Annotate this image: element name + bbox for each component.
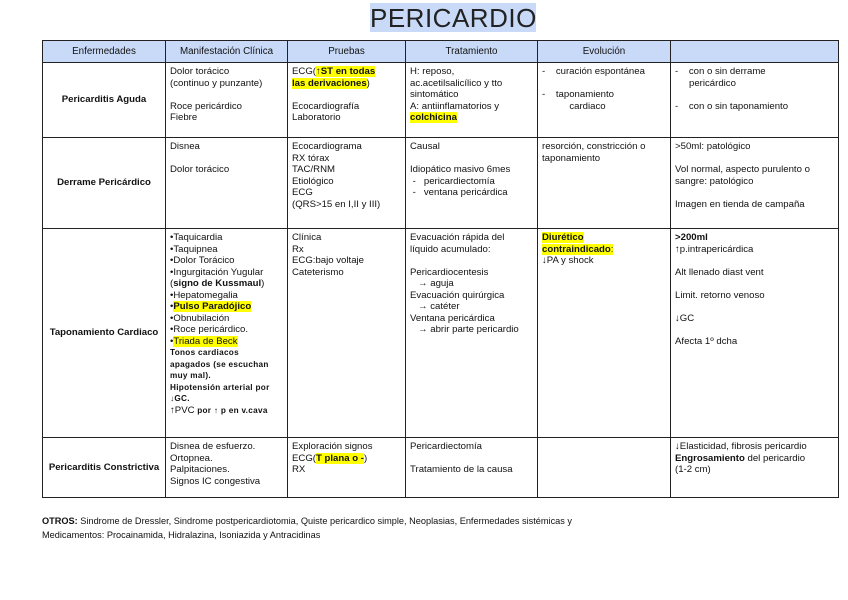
cell-line bbox=[675, 66, 834, 78]
text-segment: ECG( bbox=[292, 452, 316, 464]
text-segment: signo de Kussmaul bbox=[173, 278, 262, 289]
cell-line bbox=[170, 141, 283, 153]
footer-line1: Sindrome de Dressler, Sindrome postpericardiotomia, Quiste pericardico simple, Neoplasias, Enfermedades sistémicas y bbox=[77, 516, 573, 526]
table-row bbox=[43, 138, 839, 229]
text-segment: muy mal). bbox=[170, 371, 211, 380]
table-row bbox=[43, 438, 839, 498]
header-tratamiento: Tratamiento bbox=[406, 41, 538, 63]
text-segment: ) bbox=[261, 278, 265, 289]
cell-tratamiento bbox=[406, 438, 538, 498]
cell-line bbox=[170, 101, 283, 113]
cell-line bbox=[675, 464, 834, 476]
cell-tratamiento bbox=[406, 63, 538, 138]
cell-line bbox=[675, 336, 834, 348]
text-segment: A: antiinflamatorios y bbox=[410, 100, 500, 112]
cell-line bbox=[410, 244, 533, 256]
text-segment: ↓PA y shock bbox=[542, 255, 594, 266]
cell-pruebas bbox=[288, 63, 406, 138]
text-segment: Tonos cardiacos bbox=[170, 348, 239, 357]
text-segment: •Dolor Torácico bbox=[170, 255, 235, 266]
text-segment: pericárdico bbox=[689, 77, 736, 89]
text-segment: Disnea de esfuerzo. bbox=[170, 441, 256, 452]
cell-line bbox=[292, 66, 401, 78]
cell-line bbox=[170, 255, 283, 267]
cell-line bbox=[542, 141, 666, 153]
cell-line bbox=[292, 255, 401, 267]
header-pruebas: Pruebas bbox=[288, 41, 406, 63]
table-row bbox=[43, 63, 839, 138]
cell-line bbox=[675, 153, 834, 165]
cell-line bbox=[542, 78, 666, 90]
text-segment: ↓GC bbox=[675, 312, 695, 324]
text-segment: Imagen en tienda de campaña bbox=[675, 198, 805, 210]
cell-line bbox=[170, 336, 283, 348]
text-segment: •Ingurgitación Yugular bbox=[170, 266, 264, 278]
cell-line bbox=[675, 267, 834, 279]
cell-line bbox=[675, 89, 834, 101]
highlighted-text: Diurético bbox=[542, 232, 584, 243]
text-segment: Alt llenado diast vent bbox=[675, 266, 764, 278]
cell-line bbox=[675, 244, 834, 256]
cell-line bbox=[410, 101, 533, 113]
text-segment: RX bbox=[292, 464, 306, 475]
table-body bbox=[43, 63, 839, 498]
header-enfermedades: Enfermedades bbox=[43, 41, 166, 63]
cell-line bbox=[170, 441, 283, 453]
text-segment: Engrosamiento bbox=[675, 452, 745, 464]
highlighted-text: Pulso Paradójico bbox=[173, 301, 252, 312]
highlighted-text: T plana o - bbox=[315, 452, 364, 464]
cell-line bbox=[170, 370, 283, 382]
text-segment: taponamiento bbox=[542, 152, 601, 164]
cell-line bbox=[292, 164, 401, 176]
disease-name: Taponamiento Cardiaco bbox=[43, 229, 166, 438]
cell-line bbox=[410, 441, 533, 453]
text-segment: Evacuación rápida del bbox=[410, 232, 505, 243]
cell-notes bbox=[671, 438, 839, 498]
cell-line bbox=[675, 453, 834, 465]
header-notes bbox=[671, 41, 839, 63]
text-segment: apagados (se escuchan bbox=[170, 359, 269, 369]
text-segment: ) bbox=[366, 77, 370, 89]
cell-line bbox=[170, 324, 283, 336]
text-segment: Limit. retorno venoso bbox=[675, 289, 765, 301]
cell-line bbox=[170, 464, 283, 476]
text-segment: ) bbox=[363, 452, 368, 464]
cell-line bbox=[675, 313, 834, 325]
pericardio-table bbox=[42, 40, 839, 498]
cell-line bbox=[410, 324, 533, 336]
cell-line bbox=[675, 232, 834, 244]
cell-line bbox=[170, 244, 283, 256]
text-segment: - taponamiento bbox=[542, 89, 614, 100]
text-segment: •Obnubilación bbox=[170, 312, 230, 324]
cell-line bbox=[410, 255, 533, 267]
text-segment: •Taquicardia bbox=[170, 232, 223, 243]
cell-notes bbox=[671, 138, 839, 229]
cell-line bbox=[675, 290, 834, 302]
text-segment: ↓Elasticidad, fibrosis pericardio bbox=[675, 441, 807, 452]
text-segment: - ventana pericárdica bbox=[410, 187, 508, 198]
text-segment: Rx bbox=[292, 243, 304, 255]
cell-pruebas bbox=[288, 229, 406, 438]
text-segment: resorción, constricción o bbox=[542, 141, 646, 152]
cell-line bbox=[170, 347, 283, 359]
cell-line bbox=[675, 301, 834, 313]
cell-line bbox=[292, 441, 401, 453]
text-segment: → aguja bbox=[410, 278, 454, 289]
cell-line bbox=[292, 464, 401, 476]
cell-line bbox=[410, 176, 533, 188]
text-segment: ECG:bajo voltaje bbox=[292, 255, 364, 266]
text-segment: >50ml: patológico bbox=[675, 141, 751, 152]
text-segment: Ecocardiografía bbox=[292, 100, 360, 112]
cell-line bbox=[675, 78, 834, 90]
cell-line bbox=[170, 78, 283, 90]
cell-line bbox=[410, 232, 533, 244]
cell-line bbox=[292, 232, 401, 244]
text-segment: Afecta 1º dcha bbox=[675, 335, 738, 347]
cell-line bbox=[675, 176, 834, 188]
cell-line bbox=[675, 324, 834, 336]
cell-line bbox=[170, 301, 283, 313]
text-segment: ↑p.intrapericárdica bbox=[675, 243, 754, 255]
text-segment: por ↑ p en v.cava bbox=[197, 405, 268, 415]
content bbox=[42, 40, 838, 542]
cell-line bbox=[292, 141, 401, 153]
cell-line bbox=[170, 164, 283, 176]
cell-line bbox=[170, 267, 283, 279]
cell-line bbox=[542, 244, 666, 256]
cell-line bbox=[292, 244, 401, 256]
cell-evolucion bbox=[538, 63, 671, 138]
cell-line bbox=[170, 476, 283, 488]
header-row bbox=[43, 41, 839, 63]
text-segment: Pericardiocentesis bbox=[410, 266, 489, 278]
text-segment: H: reposo, bbox=[410, 66, 455, 77]
cell-line bbox=[675, 101, 834, 113]
text-segment: (continuo y punzante) bbox=[170, 77, 263, 89]
text-segment: RX tórax bbox=[292, 152, 330, 164]
text-segment: ( bbox=[170, 278, 174, 289]
cell-line bbox=[542, 232, 666, 244]
text-segment: Ecocardiograma bbox=[292, 141, 362, 152]
disease-name: Derrame Pericárdico bbox=[43, 138, 166, 229]
cell-line bbox=[675, 164, 834, 176]
cell-line bbox=[410, 78, 533, 90]
text-segment: Vol normal, aspecto purulento o bbox=[675, 164, 810, 175]
text-segment: - con o sin derrame bbox=[675, 66, 766, 77]
text-segment: Hipotensión arterial por bbox=[170, 382, 270, 392]
cell-line bbox=[410, 313, 533, 325]
cell-pruebas bbox=[288, 438, 406, 498]
text-segment: → abrir parte pericardio bbox=[410, 324, 519, 335]
text-segment: (QRS>15 en I,II y III) bbox=[292, 198, 381, 210]
cell-line bbox=[410, 153, 533, 165]
text-segment: ECG bbox=[292, 187, 313, 198]
cell-evolucion bbox=[538, 229, 671, 438]
highlighted-text: : bbox=[610, 243, 614, 255]
text-segment: •Hepatomegalia bbox=[170, 289, 238, 301]
text-segment: Causal bbox=[410, 141, 440, 152]
text-segment: Idiopático masivo 6mes bbox=[410, 164, 511, 175]
cell-line bbox=[292, 112, 401, 124]
text-segment: Tratamiento de la causa bbox=[410, 464, 513, 475]
text-segment: (1-2 cm) bbox=[675, 464, 711, 475]
cell-line bbox=[410, 187, 533, 199]
text-segment: Laboratorio bbox=[292, 112, 341, 123]
cell-line bbox=[410, 164, 533, 176]
text-segment: ↑PVC bbox=[170, 404, 198, 416]
cell-evolucion bbox=[538, 138, 671, 229]
text-segment: Ventana pericárdica bbox=[410, 312, 495, 324]
text-segment: Signos IC congestiva bbox=[170, 475, 261, 487]
disease-name: Pericarditis Aguda bbox=[43, 63, 166, 138]
cell-line bbox=[170, 405, 283, 417]
cell-line bbox=[410, 89, 533, 101]
disease-name: Pericarditis Constrictiva bbox=[43, 438, 166, 498]
cell-line bbox=[292, 199, 401, 211]
cell-line bbox=[675, 441, 834, 453]
footer-label: OTROS: bbox=[42, 516, 78, 526]
cell-manifestacion bbox=[166, 229, 288, 438]
cell-line bbox=[170, 89, 283, 101]
text-segment: cardiaco bbox=[556, 100, 606, 112]
text-segment: ↓GC. bbox=[170, 394, 190, 403]
text-segment: sangre: patológico bbox=[675, 175, 754, 187]
cell-line bbox=[170, 153, 283, 165]
text-segment: Cateterismo bbox=[292, 266, 344, 278]
highlighted-text: ↑ST en todas bbox=[315, 66, 376, 77]
footer-note bbox=[42, 514, 832, 542]
header-manifestacion: Manifestación Clínica bbox=[166, 41, 288, 63]
cell-tratamiento bbox=[406, 229, 538, 438]
cell-line bbox=[542, 255, 666, 267]
text-segment: Evacuación quirúrgica bbox=[410, 289, 505, 301]
text-segment: Ortopnea. bbox=[170, 452, 213, 464]
cell-line bbox=[410, 66, 533, 78]
text-segment: ac.acetilsalicílico y tto bbox=[410, 77, 503, 89]
text-segment: → catéter bbox=[410, 301, 460, 312]
cell-line bbox=[675, 141, 834, 153]
text-segment: Palpitaciones. bbox=[170, 464, 230, 475]
cell-line bbox=[675, 278, 834, 290]
highlighted-text: las derivaciones bbox=[292, 77, 367, 89]
cell-line bbox=[410, 141, 533, 153]
cell-line bbox=[170, 66, 283, 78]
cell-line bbox=[170, 112, 283, 124]
cell-pruebas bbox=[288, 138, 406, 229]
text-segment: - curación espontánea bbox=[542, 66, 645, 77]
cell-line bbox=[675, 255, 834, 267]
text-segment: Pericardiectomía bbox=[410, 441, 482, 452]
highlighted-text: Triada de Beck bbox=[173, 335, 238, 347]
text-segment: Roce pericárdico bbox=[170, 100, 242, 112]
cell-manifestacion bbox=[166, 63, 288, 138]
text-segment: •Roce pericárdico. bbox=[170, 324, 249, 335]
cell-line bbox=[410, 278, 533, 290]
cell-manifestacion bbox=[166, 138, 288, 229]
cell-tratamiento bbox=[406, 138, 538, 229]
cell-notes bbox=[671, 229, 839, 438]
text-segment: Fiebre bbox=[170, 112, 198, 123]
cell-line bbox=[170, 290, 283, 302]
cell-line bbox=[675, 187, 834, 199]
text-segment: ECG( bbox=[292, 66, 316, 77]
cell-line bbox=[410, 112, 533, 124]
cell-line bbox=[292, 101, 401, 113]
cell-line bbox=[542, 66, 666, 78]
cell-line bbox=[410, 453, 533, 465]
cell-line bbox=[410, 301, 533, 313]
text-segment: - con o sin taponamiento bbox=[675, 100, 789, 112]
cell-line bbox=[292, 187, 401, 199]
text-segment: Disnea bbox=[170, 141, 200, 152]
cell-line bbox=[410, 267, 533, 279]
cell-line bbox=[542, 101, 666, 113]
text-segment: - pericardiectomía bbox=[410, 175, 495, 187]
cell-line bbox=[292, 78, 401, 90]
cell-line bbox=[410, 464, 533, 476]
text-segment: del pericardio bbox=[744, 452, 806, 464]
cell-line bbox=[170, 232, 283, 244]
table-row bbox=[43, 229, 839, 438]
cell-line bbox=[170, 359, 283, 371]
text-segment: Exploración signos bbox=[292, 441, 373, 452]
text-segment: Clínica bbox=[292, 232, 322, 243]
cell-line bbox=[292, 267, 401, 279]
cell-manifestacion bbox=[166, 438, 288, 498]
cell-line bbox=[170, 382, 283, 394]
cell-line bbox=[542, 89, 666, 101]
text-segment: TAC/RNM bbox=[292, 164, 335, 175]
footer-first-line bbox=[42, 514, 832, 528]
footer-line2: Medicamentos: Procainamida, Hidralazina, Isoniazida y Antracidinas bbox=[42, 530, 321, 540]
cell-line bbox=[542, 153, 666, 165]
cell-line bbox=[292, 89, 401, 101]
text-segment: Dolor torácico bbox=[170, 164, 230, 175]
text-segment: Etiológico bbox=[292, 175, 334, 187]
cell-line bbox=[170, 278, 283, 290]
text-segment: >200ml bbox=[675, 232, 708, 243]
text-segment: •Taquipnea bbox=[170, 243, 218, 255]
highlighted-text: colchicina bbox=[410, 112, 457, 123]
cell-line bbox=[410, 290, 533, 302]
text-segment: • bbox=[170, 301, 174, 312]
text-segment: líquido acumulado: bbox=[410, 243, 491, 255]
cell-notes bbox=[671, 63, 839, 138]
text-segment: sintomático bbox=[410, 89, 459, 100]
text-segment: Dolor torácico bbox=[170, 66, 230, 77]
cell-line bbox=[170, 393, 283, 405]
text-segment: • bbox=[170, 335, 174, 347]
cell-line bbox=[170, 453, 283, 465]
cell-line bbox=[292, 153, 401, 165]
highlighted-text: contraindicado bbox=[542, 243, 611, 255]
cell-line bbox=[292, 176, 401, 188]
cell-evolucion bbox=[538, 438, 671, 498]
cell-line bbox=[675, 199, 834, 211]
cell-line bbox=[170, 313, 283, 325]
cell-line bbox=[292, 453, 401, 465]
header-evolucion: Evolución bbox=[538, 41, 671, 63]
page-title: PERICARDIO bbox=[370, 3, 537, 33]
